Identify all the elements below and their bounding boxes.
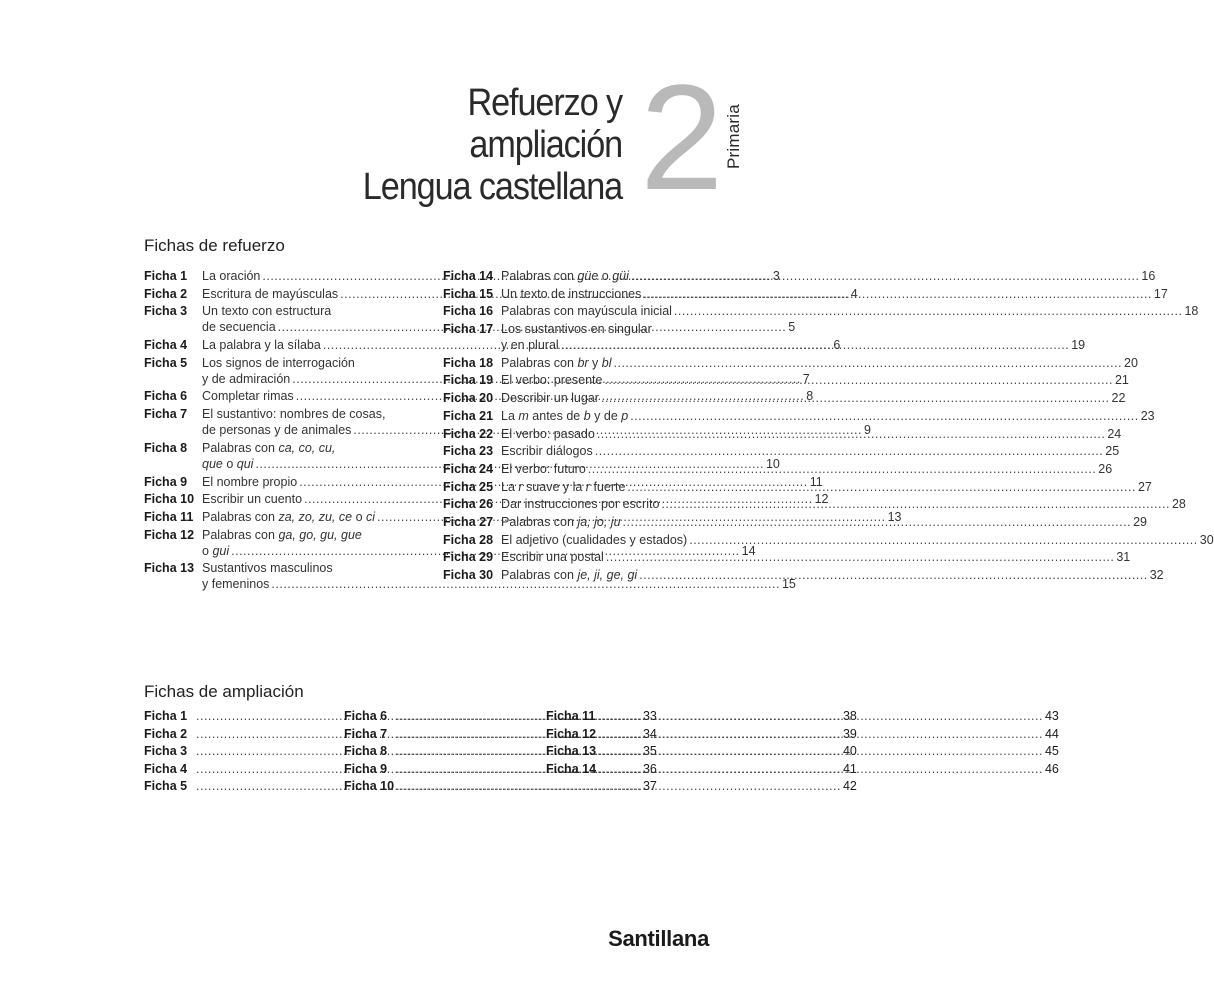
description-text bbox=[501, 337, 559, 353]
page-number: 19 bbox=[1071, 338, 1086, 353]
italic-text: m bbox=[518, 408, 529, 423]
ficha-entry bbox=[443, 532, 1214, 548]
description-text bbox=[202, 543, 229, 559]
italic-text: b bbox=[583, 408, 591, 423]
ficha-label: Ficha 23 bbox=[443, 444, 494, 459]
dot-leader bbox=[643, 286, 1152, 302]
ficha-label: Ficha 24 bbox=[443, 461, 494, 476]
ficha-description bbox=[501, 549, 1130, 565]
italic-text: br bbox=[577, 355, 589, 370]
ficha-label: Ficha 1 bbox=[144, 709, 188, 723]
description-line bbox=[501, 390, 1125, 406]
ficha-label: Ficha 26 bbox=[443, 497, 494, 512]
ficha-label: Ficha 1 bbox=[144, 269, 188, 283]
text-segment: y de admiración bbox=[202, 371, 291, 386]
ficha-label: Ficha 11 bbox=[546, 709, 596, 723]
ficha-label: Ficha 2 bbox=[144, 726, 188, 741]
description-line bbox=[501, 514, 1147, 530]
page-number: 13 bbox=[887, 509, 902, 524]
ficha-label: Ficha 13 bbox=[546, 744, 597, 758]
text-segment: y en plural bbox=[501, 338, 559, 353]
publisher-logo: Santillana bbox=[608, 926, 709, 951]
text-segment: Palabras con bbox=[501, 568, 578, 582]
page-number: 39 bbox=[842, 726, 857, 741]
text-segment: Escribir diálogos bbox=[501, 444, 593, 459]
description-text bbox=[501, 443, 593, 459]
page-number: 42 bbox=[842, 779, 857, 793]
page-number: 34 bbox=[642, 726, 657, 741]
text-segment: Escribir una postal bbox=[501, 550, 604, 565]
ficha-label: Ficha 7 bbox=[344, 726, 388, 741]
ficha-label: Ficha 7 bbox=[144, 407, 188, 422]
description-text bbox=[202, 371, 290, 387]
description-text bbox=[202, 509, 375, 525]
dot-leader bbox=[561, 337, 1070, 353]
dot-leader bbox=[598, 744, 1043, 758]
description-text bbox=[202, 422, 351, 438]
text-segment: La bbox=[501, 479, 519, 494]
description-text bbox=[202, 303, 331, 319]
text-segment: y de bbox=[590, 408, 622, 423]
title-line-1: Refuerzo y bbox=[467, 82, 622, 124]
page-number: 44 bbox=[1044, 726, 1059, 741]
text-segment: Un texto con estructura bbox=[202, 304, 332, 319]
description-line bbox=[501, 426, 1121, 442]
ficha-label: Ficha 19 bbox=[443, 373, 494, 388]
ficha-label: Ficha 29 bbox=[443, 550, 494, 565]
grade-number: 2 bbox=[640, 53, 724, 221]
page-number: 14 bbox=[741, 543, 756, 558]
dot-leader bbox=[396, 779, 841, 793]
page-number: 17 bbox=[1153, 286, 1168, 301]
ficha-description bbox=[501, 390, 1125, 406]
ficha-description bbox=[501, 286, 1168, 302]
description-line bbox=[501, 532, 1214, 548]
text-segment: El verbo: pasado bbox=[501, 426, 595, 441]
page-number: 43 bbox=[1044, 709, 1059, 723]
page-number: 21 bbox=[1114, 373, 1129, 388]
ficha-label: Ficha 15 bbox=[443, 286, 494, 301]
page-number: 15 bbox=[781, 577, 796, 592]
page-number: 3 bbox=[772, 269, 780, 283]
text-segment: La oración bbox=[202, 269, 261, 283]
dot-leader bbox=[674, 303, 1183, 319]
dot-leader bbox=[614, 355, 1123, 371]
page-number: 23 bbox=[1140, 408, 1155, 423]
description-line bbox=[501, 479, 1152, 495]
description-text bbox=[501, 549, 604, 565]
description-line bbox=[501, 286, 1168, 302]
description-text bbox=[202, 319, 276, 335]
text-segment: Escribir un cuento bbox=[202, 492, 303, 507]
description-text bbox=[202, 286, 338, 302]
text-segment: Sustantivos masculinos bbox=[202, 561, 333, 576]
description-text bbox=[501, 321, 652, 337]
italic-text: r bbox=[585, 479, 590, 494]
page-number: 4 bbox=[850, 286, 858, 301]
page-number: 27 bbox=[1137, 479, 1152, 494]
description-line bbox=[501, 567, 1164, 583]
text-segment: Palabras con bbox=[202, 440, 279, 455]
ficha-label: Ficha 5 bbox=[144, 779, 188, 793]
description-line bbox=[501, 443, 1119, 459]
ficha-label: Ficha 20 bbox=[443, 391, 494, 406]
text-segment: Completar rimas bbox=[202, 389, 294, 404]
ficha-label: Ficha 17 bbox=[443, 322, 494, 337]
ficha-label: Ficha 22 bbox=[443, 426, 494, 441]
ficha-entry bbox=[443, 567, 1164, 583]
page-number: 33 bbox=[642, 709, 657, 723]
description-text bbox=[202, 355, 355, 371]
italic-text: ja, jo, ju bbox=[577, 514, 621, 529]
page-number: 5 bbox=[788, 320, 796, 335]
ficha-description bbox=[501, 461, 1112, 477]
text-segment: o bbox=[598, 269, 613, 283]
ficha-label: Ficha 12 bbox=[144, 527, 195, 542]
text-segment: Escritura de mayúsculas bbox=[202, 286, 339, 301]
page-number: 8 bbox=[806, 389, 814, 404]
text-segment: de secuencia bbox=[202, 320, 276, 335]
ficha-description bbox=[501, 321, 1085, 353]
ficha-entry bbox=[443, 372, 1129, 388]
description-line bbox=[501, 303, 1198, 319]
ficha-label: Ficha 10 bbox=[144, 492, 195, 507]
page-number: 36 bbox=[642, 761, 657, 776]
ficha-entry bbox=[443, 355, 1138, 371]
ficha-label: Ficha 30 bbox=[443, 568, 494, 582]
page-number: 31 bbox=[1116, 550, 1131, 565]
text-segment: Palabras con mayúscula inicial bbox=[501, 304, 672, 319]
dot-leader bbox=[604, 372, 1113, 388]
ficha-label: Ficha 2 bbox=[144, 286, 188, 301]
description-line bbox=[501, 337, 1085, 353]
document-title bbox=[363, 82, 622, 208]
description-text bbox=[501, 496, 659, 512]
ficha-label: Ficha 8 bbox=[344, 744, 388, 758]
page-number: 41 bbox=[842, 761, 857, 776]
italic-text: r bbox=[518, 479, 523, 494]
page-number: 46 bbox=[1044, 761, 1059, 776]
ficha-description bbox=[501, 496, 1186, 512]
dot-leader bbox=[627, 479, 1136, 495]
italic-text: je, ji, ge, gi bbox=[577, 568, 638, 582]
ficha-entry bbox=[443, 408, 1155, 424]
description-text bbox=[202, 440, 335, 456]
title-line-3: Lengua castellana bbox=[362, 166, 622, 208]
description-text bbox=[501, 532, 687, 548]
page-number: 40 bbox=[842, 744, 857, 758]
italic-text: p bbox=[621, 408, 629, 423]
text-segment: o bbox=[352, 509, 366, 524]
italic-text: ga, go, gu, gue bbox=[278, 527, 362, 542]
description-text bbox=[202, 491, 302, 507]
page-number: 11 bbox=[809, 474, 823, 489]
ficha-label: Ficha 18 bbox=[443, 355, 494, 370]
page-number: 32 bbox=[1149, 568, 1164, 582]
description-line bbox=[501, 408, 1155, 424]
ficha-label: Ficha 16 bbox=[443, 304, 494, 319]
dot-leader bbox=[595, 443, 1104, 459]
ficha-description bbox=[501, 514, 1147, 530]
page-number: 37 bbox=[642, 779, 657, 793]
ficha-label: Ficha 11 bbox=[144, 509, 194, 524]
text-segment: El adjetivo (cualidades y estados) bbox=[501, 532, 688, 547]
italic-text: güi bbox=[612, 269, 629, 283]
description-text bbox=[501, 461, 586, 477]
ficha-description bbox=[501, 567, 1164, 583]
text-segment: Los sustantivos en singular bbox=[501, 322, 652, 337]
italic-text: gui bbox=[212, 543, 230, 558]
page-number: 12 bbox=[814, 492, 829, 507]
text-segment: fuerte bbox=[589, 479, 626, 494]
page-number: 29 bbox=[1133, 514, 1147, 529]
text-segment: antes de bbox=[528, 408, 584, 423]
ficha-label: Ficha 5 bbox=[144, 355, 188, 370]
italic-text: ci bbox=[366, 509, 376, 524]
ficha-description bbox=[501, 303, 1198, 319]
description-text bbox=[501, 303, 672, 319]
dot-leader bbox=[630, 408, 1139, 424]
page-number: 30 bbox=[1199, 532, 1214, 547]
text-segment: La bbox=[501, 408, 519, 423]
description-text bbox=[501, 426, 595, 442]
text-segment: La palabra y la sílaba bbox=[202, 338, 321, 353]
ficha-label: Ficha 10 bbox=[344, 779, 395, 793]
ficha-label: Ficha 4 bbox=[144, 338, 188, 353]
italic-text: qui bbox=[236, 456, 254, 471]
page-number: 9 bbox=[863, 423, 871, 438]
ficha-label: Ficha 14 bbox=[443, 269, 494, 283]
ampliacion-heading: Fichas de ampliación bbox=[144, 682, 304, 701]
ficha-label: Ficha 3 bbox=[144, 304, 188, 319]
text-segment: Dar instrucciones por escrito bbox=[501, 497, 660, 512]
page-number: 22 bbox=[1111, 391, 1126, 406]
page-number: 7 bbox=[802, 371, 810, 386]
description-line bbox=[501, 372, 1129, 388]
page-number: 6 bbox=[833, 338, 841, 353]
description-text bbox=[202, 560, 333, 576]
ficha-entry bbox=[443, 268, 1156, 284]
dot-leader bbox=[661, 496, 1170, 512]
description-text bbox=[202, 456, 253, 472]
text-segment: o bbox=[202, 543, 213, 558]
ficha-entry bbox=[443, 321, 1086, 353]
description-text bbox=[501, 372, 602, 388]
page-number: 38 bbox=[842, 709, 857, 723]
description-text bbox=[501, 390, 599, 406]
text-segment: o bbox=[222, 456, 237, 471]
ficha-label: Ficha 8 bbox=[144, 440, 188, 455]
text-segment: suave y la bbox=[522, 479, 586, 494]
dot-leader bbox=[598, 727, 1043, 741]
description-text bbox=[501, 268, 629, 284]
italic-text: ca, co, cu, bbox=[278, 440, 336, 455]
dot-leader bbox=[597, 426, 1106, 442]
ficha-label: Ficha 6 bbox=[344, 709, 388, 723]
page-number: 10 bbox=[765, 456, 780, 471]
ficha-label: Ficha 4 bbox=[144, 761, 188, 776]
text-segment: Palabras con bbox=[501, 269, 578, 283]
description-text bbox=[202, 268, 260, 284]
ficha-entry bbox=[443, 426, 1122, 442]
ficha-label: Ficha 3 bbox=[144, 744, 188, 758]
dot-leader bbox=[606, 549, 1115, 565]
text-segment: Palabras con bbox=[202, 527, 279, 542]
description-line bbox=[501, 461, 1112, 477]
description-text bbox=[501, 514, 621, 530]
ficha-description bbox=[501, 408, 1155, 424]
page-number: 20 bbox=[1124, 355, 1138, 370]
ficha-label: Ficha 28 bbox=[443, 532, 494, 547]
dot-leader bbox=[601, 390, 1110, 406]
ficha-description bbox=[501, 479, 1152, 495]
ficha-entry bbox=[443, 286, 1168, 302]
ficha-label: Ficha 14 bbox=[546, 761, 597, 776]
page-number: 45 bbox=[1044, 744, 1059, 758]
description-text bbox=[501, 408, 628, 424]
description-line bbox=[501, 355, 1138, 371]
description-text bbox=[202, 576, 269, 592]
ficha-entry bbox=[443, 303, 1199, 319]
description-line bbox=[501, 496, 1186, 512]
page-number: 26 bbox=[1098, 461, 1113, 476]
italic-text: que bbox=[202, 456, 223, 471]
description-text bbox=[501, 286, 641, 302]
ficha-label: Ficha 27 bbox=[443, 514, 494, 529]
page-number: 25 bbox=[1105, 444, 1120, 459]
title-line-2: ampliación bbox=[469, 124, 622, 166]
description-text bbox=[202, 527, 362, 543]
text-segment: y bbox=[588, 355, 602, 370]
description-line bbox=[501, 549, 1130, 565]
dot-leader bbox=[631, 268, 1140, 284]
dot-leader bbox=[588, 461, 1097, 477]
ficha-description bbox=[501, 355, 1138, 371]
dot-leader bbox=[689, 532, 1198, 548]
ficha-label: Ficha 12 bbox=[546, 726, 597, 741]
description-line bbox=[501, 268, 1155, 284]
description-text bbox=[501, 567, 637, 583]
ficha-description bbox=[501, 426, 1121, 442]
description-text bbox=[501, 355, 612, 371]
text-segment: Palabras con bbox=[501, 514, 578, 529]
text-segment: El nombre propio bbox=[202, 474, 298, 489]
ficha-label: Ficha 9 bbox=[144, 474, 188, 489]
text-segment: Los signos de interrogación bbox=[202, 355, 355, 370]
dot-leader bbox=[623, 514, 1132, 530]
text-segment: El verbo: presente bbox=[501, 373, 603, 388]
italic-text: güe bbox=[577, 269, 599, 283]
description-text bbox=[202, 388, 294, 404]
description-text bbox=[202, 474, 297, 490]
ficha-description bbox=[501, 532, 1214, 548]
text-segment: Describir un lugar bbox=[501, 391, 599, 406]
ficha-label: Ficha 13 bbox=[144, 561, 195, 576]
italic-text: bl bbox=[601, 355, 612, 370]
page-number: 18 bbox=[1184, 304, 1199, 319]
dot-leader bbox=[598, 762, 1043, 776]
ficha-label: Ficha 25 bbox=[443, 479, 494, 494]
ficha-label: Ficha 9 bbox=[344, 761, 388, 776]
dot-leader bbox=[598, 709, 1043, 723]
ficha-label: Ficha 21 bbox=[443, 408, 494, 423]
description-text bbox=[501, 479, 625, 495]
level-label: Primaria bbox=[724, 104, 743, 169]
text-segment: El verbo: futuro bbox=[501, 461, 586, 476]
text-segment: El sustantivo: nombres de cosas, bbox=[202, 407, 386, 422]
ficha-entry bbox=[443, 390, 1126, 406]
ficha-description bbox=[501, 268, 1155, 284]
page-number: 16 bbox=[1141, 269, 1156, 283]
description-text bbox=[202, 337, 321, 353]
text-segment: Palabras con bbox=[501, 355, 578, 370]
ficha-description bbox=[501, 443, 1119, 459]
text-segment: de personas y de animales bbox=[202, 423, 352, 438]
text-segment: y femeninos bbox=[202, 577, 270, 592]
refuerzo-heading: Fichas de refuerzo bbox=[144, 236, 285, 255]
description-line bbox=[501, 321, 1085, 337]
text-segment: Un texto de instrucciones bbox=[501, 286, 642, 301]
ficha-entry bbox=[443, 443, 1120, 459]
dot-leader bbox=[639, 567, 1148, 583]
ficha-label: Ficha 6 bbox=[144, 389, 188, 404]
page-number: 24 bbox=[1107, 426, 1122, 441]
page-number: 28 bbox=[1171, 497, 1186, 512]
page-number: 35 bbox=[642, 744, 657, 758]
description-text bbox=[202, 406, 385, 422]
text-segment: Palabras con bbox=[202, 509, 279, 524]
ficha-description bbox=[501, 372, 1129, 388]
italic-text: za, zo, zu, ce bbox=[278, 509, 353, 524]
